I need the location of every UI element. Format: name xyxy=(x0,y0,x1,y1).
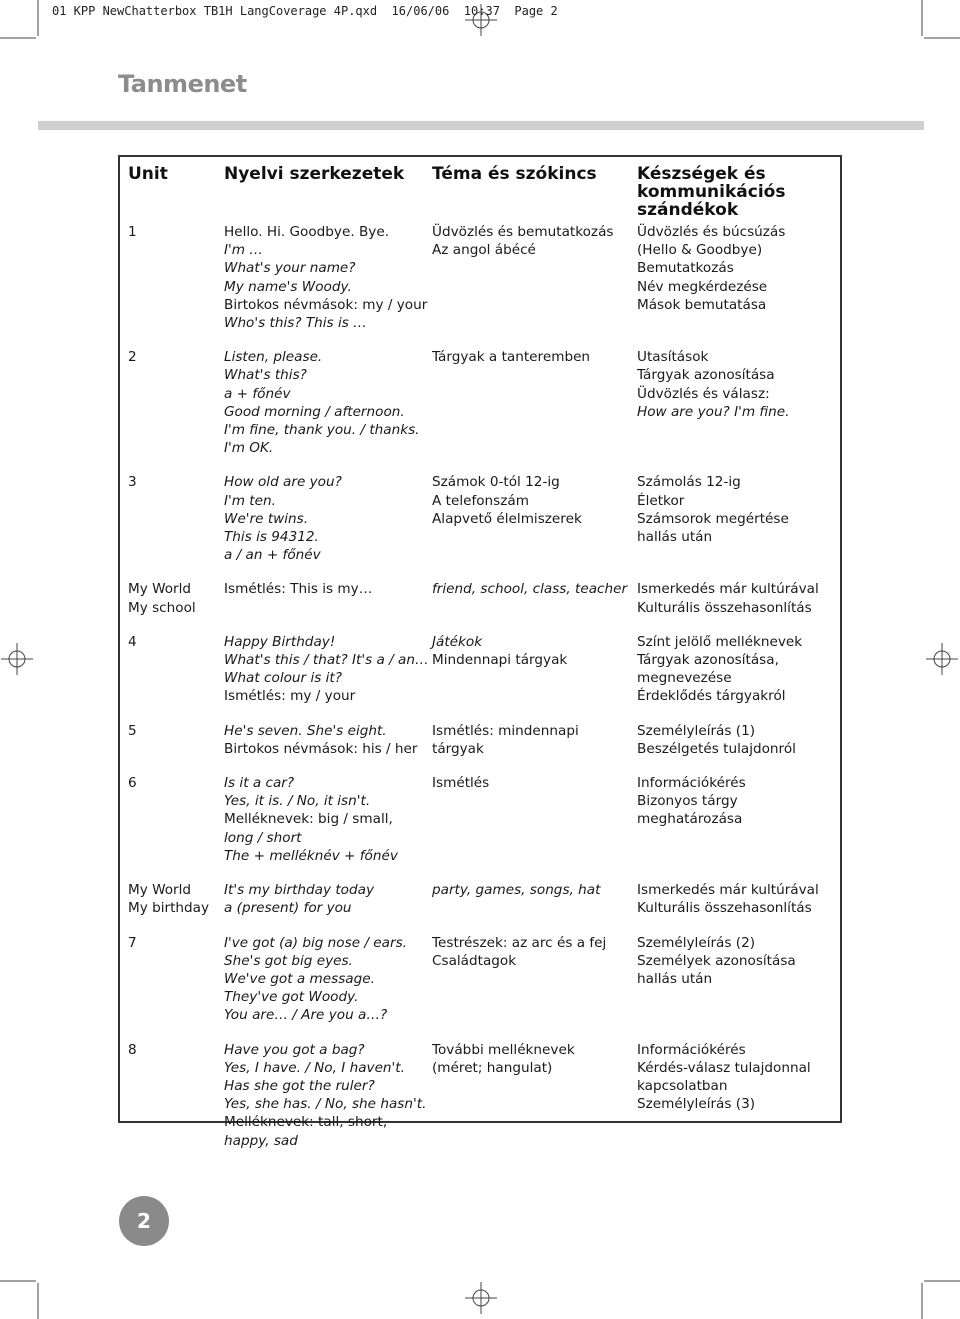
structures-line: a / an + főnév xyxy=(224,547,321,564)
cell-skills xyxy=(629,473,840,580)
cell-skills xyxy=(629,633,840,722)
skills-line: Mások bemutatása xyxy=(637,296,767,313)
structures-line: Hello. Hi. Goodbye. Bye. xyxy=(224,224,390,240)
table-row xyxy=(120,348,840,473)
unit-line: My World xyxy=(128,581,192,598)
skills-line: Ismerkedés már kultúrával xyxy=(637,882,819,899)
structures-line: Yes, I have. / No, I haven't. xyxy=(224,1059,405,1076)
structures-line: Melléknevek: tall, short, xyxy=(224,1114,388,1131)
unit-line: 8 xyxy=(128,1041,137,1058)
table-row xyxy=(120,722,840,774)
structures-line: Birtokos névmások: my / your xyxy=(224,296,428,313)
cell-vocabulary xyxy=(424,1041,629,1166)
structures-line: Birtokos névmások: his / her xyxy=(224,740,418,757)
structures-line: I'm fine, thank you. / thanks. xyxy=(224,422,420,439)
cell-structures xyxy=(216,1041,427,1166)
cell-structures xyxy=(216,881,424,933)
cell-unit xyxy=(120,580,216,632)
cell-unit xyxy=(120,473,216,580)
syllabus-table-frame xyxy=(118,155,842,1149)
vocabulary-line: Testrészek: az arc és a fej xyxy=(432,934,607,951)
structures-line: Yes, it is. / No, it isn't. xyxy=(224,793,371,810)
skills-line: Információkérés xyxy=(637,1041,746,1058)
skills-line: Beszélgetés tulajdonról xyxy=(637,740,796,757)
structures-line: What's this / that? It's a / an… xyxy=(224,652,429,669)
print-slug-line: 01 KPP NewChatterbox TB1H LangCoverage 4P.qxd 16/06/06 10:37 Page 2 xyxy=(52,4,558,18)
structures-line: Have you got a bag? xyxy=(224,1041,365,1058)
structures-line: He's seven. She's eight. xyxy=(224,722,387,739)
skills-line: Üdvözlés és válasz: xyxy=(637,385,770,402)
cell-unit xyxy=(120,1041,216,1166)
skills-line: Életkor xyxy=(637,492,685,509)
vocabulary-line: A telefonszám xyxy=(432,492,529,509)
skills-line: meghatározása xyxy=(637,811,743,828)
structures-line: I'm OK. xyxy=(224,440,274,457)
skills-line: Érdeklődés tárgyakról xyxy=(637,688,786,705)
cell-vocabulary xyxy=(424,774,629,881)
cell-unit xyxy=(120,722,216,774)
structures-line: Yes, she has. / No, she hasn't. xyxy=(224,1096,427,1113)
cell-vocabulary xyxy=(424,221,629,348)
structures-line: What colour is it? xyxy=(224,670,342,687)
table-row xyxy=(120,473,840,580)
vocabulary-line: (méret; hangulat) xyxy=(432,1059,553,1076)
skills-line: Színt jelölő melléknevek xyxy=(637,633,803,650)
cell-structures xyxy=(216,473,424,580)
table-row xyxy=(120,934,840,1041)
vocabulary-line: Mindennapi tárgyak xyxy=(432,652,568,669)
skills-line: Tárgyak azonosítása xyxy=(637,367,775,384)
structures-line: Happy Birthday! xyxy=(224,633,336,650)
structures-line: We're twins. xyxy=(224,510,309,527)
table-row xyxy=(120,221,840,348)
vocabulary-line: party, games, songs, hat xyxy=(432,882,601,899)
cell-vocabulary xyxy=(424,473,629,580)
skills-line: Kérdés-válasz tulajdonnal xyxy=(637,1059,811,1076)
structures-line: Who's this? This is … xyxy=(224,315,367,332)
structures-line: What's your name? xyxy=(224,260,356,277)
cell-vocabulary xyxy=(424,348,629,473)
cell-skills xyxy=(629,722,840,774)
structures-line: We've got a message. xyxy=(224,970,375,987)
unit-line: 7 xyxy=(128,934,137,951)
cell-structures xyxy=(216,633,429,722)
structures-line: Ismétlés: This is my… xyxy=(224,581,373,598)
vocabulary-line: Játékok xyxy=(432,633,483,650)
syllabus-table xyxy=(120,157,840,1166)
cell-skills xyxy=(629,221,840,348)
header-structures: Nyelvi szerkezetek xyxy=(224,164,405,184)
skills-line: megnevezése xyxy=(637,670,732,687)
structures-line: How old are you? xyxy=(224,474,342,491)
structures-line: You are… / Are you a…? xyxy=(224,1007,388,1024)
skills-line: Ismerkedés már kultúrával xyxy=(637,581,819,598)
structures-line: She's got big eyes. xyxy=(224,952,353,969)
skills-line: Bemutatkozás xyxy=(637,260,734,277)
structures-line: I'm … xyxy=(224,242,263,259)
skills-line: Tárgyak azonosítása, xyxy=(637,652,779,669)
table-row xyxy=(120,580,840,632)
cell-unit xyxy=(120,881,216,933)
cell-structures xyxy=(216,221,428,348)
cell-vocabulary xyxy=(424,633,629,722)
table-row xyxy=(120,1041,840,1166)
unit-line: My school xyxy=(128,599,196,616)
structures-line: Listen, please. xyxy=(224,349,323,366)
structures-line: a (present) for you xyxy=(224,900,352,917)
skills-line: Személyek azonosítása xyxy=(637,952,796,969)
skills-line: hallás után xyxy=(637,529,713,546)
skills-line: Személyleírás (3) xyxy=(637,1096,756,1113)
skills-line: Kulturális összehasonlítás xyxy=(637,900,812,917)
structures-line: Is it a car? xyxy=(224,775,295,792)
structures-line: long / short xyxy=(224,829,302,846)
unit-line: 5 xyxy=(128,722,137,739)
table-header-row xyxy=(120,157,840,221)
cell-unit xyxy=(120,633,216,722)
skills-line: How are you? I'm fine. xyxy=(637,403,790,420)
skills-line: Kulturális összehasonlítás xyxy=(637,599,812,616)
skills-line: kapcsolatban xyxy=(637,1077,728,1094)
vocabulary-line: tárgyak xyxy=(432,740,484,757)
structures-line: Has she got the ruler? xyxy=(224,1077,375,1094)
vocabulary-line: Alapvető élelmiszerek xyxy=(432,510,582,527)
skills-line: Információkérés xyxy=(637,775,746,792)
cell-vocabulary xyxy=(424,722,629,774)
skills-line: Üdvözlés és búcsúzás xyxy=(637,224,786,240)
skills-line: Személyleírás (2) xyxy=(637,934,756,951)
cell-structures xyxy=(216,774,424,881)
structures-line: happy, sad xyxy=(224,1132,298,1149)
structures-line: Ismétlés: my / your xyxy=(224,688,356,705)
cell-skills xyxy=(629,881,840,933)
vocabulary-line: Üdvözlés és bemutatkozás xyxy=(432,224,614,240)
cell-unit xyxy=(120,934,216,1041)
skills-line: (Hello & Goodbye) xyxy=(637,242,763,259)
unit-line: My birthday xyxy=(128,900,210,917)
cell-structures xyxy=(216,722,424,774)
vocabulary-line: Tárgyak a tanteremben xyxy=(432,349,591,366)
unit-line: 3 xyxy=(128,474,137,491)
title-rule xyxy=(38,121,924,130)
structures-line: The + melléknév + főnév xyxy=(224,847,398,864)
structures-line: I've got (a) big nose / ears. xyxy=(224,934,407,951)
unit-line: My World xyxy=(128,882,192,899)
vocabulary-line: friend, school, class, teacher xyxy=(432,581,628,598)
vocabulary-line: Számok 0-tól 12-ig xyxy=(432,474,560,491)
page-number-badge: 2 xyxy=(119,1196,169,1246)
structures-line: It's my birthday today xyxy=(224,882,375,899)
page-title: Tanmenet xyxy=(118,70,247,98)
unit-line: 2 xyxy=(128,349,137,366)
cell-skills xyxy=(629,934,840,1041)
header-unit: Unit xyxy=(128,164,168,184)
cell-unit xyxy=(120,774,216,881)
skills-line: Számolás 12-ig xyxy=(637,474,741,491)
structures-line: I'm ten. xyxy=(224,492,276,509)
unit-line: 1 xyxy=(128,224,137,240)
skills-line: Bizonyos tárgy xyxy=(637,793,738,810)
cell-skills xyxy=(629,580,840,632)
cell-structures xyxy=(216,580,424,632)
vocabulary-line: Családtagok xyxy=(432,952,517,969)
cell-vocabulary xyxy=(424,580,629,632)
cell-skills xyxy=(629,1041,840,1166)
vocabulary-line: További melléknevek xyxy=(432,1041,575,1058)
header-skills: Készségek és kommunikációs szándékok xyxy=(637,164,786,220)
table-row xyxy=(120,881,840,933)
cell-unit xyxy=(120,221,216,348)
structures-line: Melléknevek: big / small, xyxy=(224,811,393,828)
header-vocabulary: Téma és szókincs xyxy=(432,164,597,184)
structures-line: What's this? xyxy=(224,367,307,384)
vocabulary-line: Az angol ábécé xyxy=(432,242,536,259)
table-row xyxy=(120,633,840,722)
structures-line: They've got Woody. xyxy=(224,989,359,1006)
cell-structures xyxy=(216,348,424,473)
structures-line: My name's Woody. xyxy=(224,278,352,295)
vocabulary-line: Ismétlés xyxy=(432,775,490,792)
structures-line: This is 94312. xyxy=(224,529,319,546)
skills-line: Számsorok megértése xyxy=(637,510,789,527)
cell-structures xyxy=(216,934,424,1041)
skills-line: hallás után xyxy=(637,970,713,987)
unit-line: 6 xyxy=(128,775,137,792)
unit-line: 4 xyxy=(128,633,137,650)
structures-line: a + főnév xyxy=(224,385,291,402)
skills-line: Név megkérdezése xyxy=(637,278,768,295)
skills-line: Utasítások xyxy=(637,349,709,366)
structures-line: Good morning / afternoon. xyxy=(224,403,405,420)
skills-line: Személyleírás (1) xyxy=(637,722,756,739)
table-row xyxy=(120,774,840,881)
cell-unit xyxy=(120,348,216,473)
cell-vocabulary xyxy=(424,934,629,1041)
cell-skills xyxy=(629,348,840,473)
cell-vocabulary xyxy=(424,881,629,933)
vocabulary-line: Ismétlés: mindennapi xyxy=(432,722,579,739)
cell-skills xyxy=(629,774,840,881)
